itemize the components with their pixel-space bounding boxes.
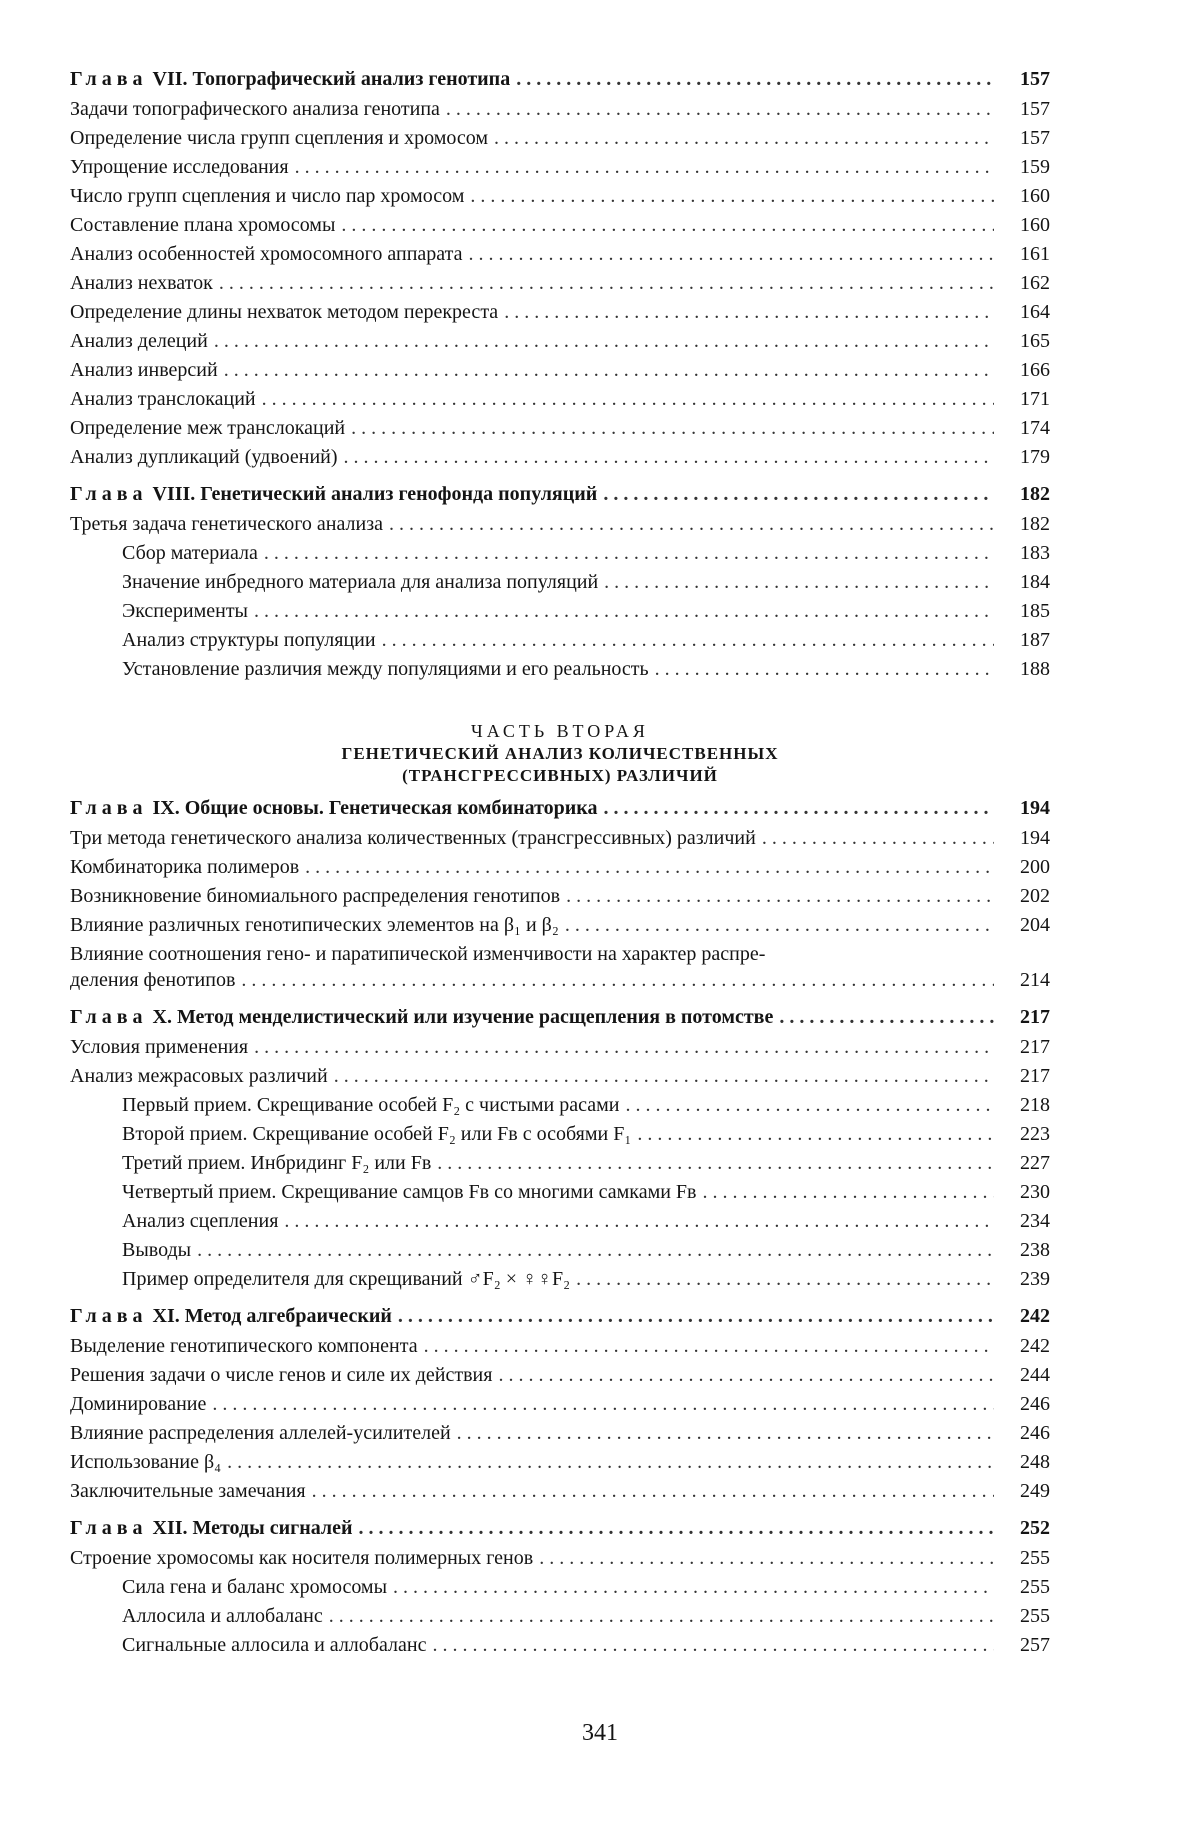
part-subtitle-line2: (ТРАНСГРЕССИВНЫХ) РАЗЛИЧИЙ xyxy=(402,766,718,785)
dot-leader xyxy=(516,66,994,92)
toc-entry: Заключительные замечания . . . 249 xyxy=(70,1478,1050,1507)
toc-entry: Доминирование . . . 246 xyxy=(70,1391,1050,1420)
part-title: ЧАСТЬ ВТОРАЯ xyxy=(471,721,649,741)
chapter-title: XII. Методы сигналей xyxy=(152,1517,353,1539)
toc-entry: Третья задача генетического анализа . . . 182 xyxy=(70,511,1050,540)
toc-subentry: Анализ сцепления . . . 234 xyxy=(70,1208,1050,1237)
chapter-word: Глава xyxy=(70,1517,148,1539)
dot-leader xyxy=(603,481,994,507)
toc-entry-wrapped-line2: деления фенотипов . . . 214 xyxy=(70,967,1050,996)
toc-entry: Анализ особенностей хромосомного аппарата . . . 161 xyxy=(70,241,1050,270)
toc-subentry: Пример определителя для скрещиваний ♂F₂ × ♀♀F₂ . . . 239 xyxy=(70,1266,1050,1295)
toc-entry: Возникновение биномиального распределения генотипов . . . 202 xyxy=(70,883,1050,912)
toc-entry: Задачи топографического анализа генотипа . . . 157 xyxy=(70,96,1050,125)
page-number: 194 xyxy=(1020,797,1050,819)
chapter-title: X. Метод менделистический или изучение расщепления в потомстве xyxy=(152,1006,774,1028)
toc-subentry: Значение инбредного материала для анализа популяций . . . 184 xyxy=(70,569,1050,598)
chapter-title: XI. Метод алгебраический xyxy=(152,1305,392,1327)
toc-entry: Анализ транслокаций . . . 171 xyxy=(70,386,1050,415)
chapter-heading xyxy=(70,795,1050,825)
chapter-title: VII. Топографический анализ генотипа xyxy=(152,68,511,90)
toc-entry: Анализ нехваток . . . 162 xyxy=(70,270,1050,299)
toc-entry-wrapped-line1: Влияние соотношения гено- и паратипической изменчивости на характер распре- xyxy=(70,943,766,965)
toc-subentry: Четвертый прием. Скрещивание самцов Fв со многими самками Fв . . . 230 xyxy=(70,1179,1050,1208)
toc-subentry: Сила гена и баланс хромосомы . . . 255 xyxy=(70,1574,1050,1603)
toc-subentry: Аллосила и аллобаланс . . . 255 xyxy=(70,1603,1050,1632)
chapter-heading xyxy=(70,66,1050,96)
chapter-word: Глава xyxy=(70,483,148,505)
toc-subentry: Сигнальные аллосила и аллобаланс . . . 257 xyxy=(70,1632,1050,1661)
toc-entry: Использование β₄ . . . 248 xyxy=(70,1449,1050,1478)
toc-subentry: Сбор материала . . . 183 xyxy=(70,540,1050,569)
chapter-title: VIII. Генетический анализ генофонда популяций xyxy=(152,483,598,505)
toc-entry: Анализ делеций . . . 165 xyxy=(70,328,1050,357)
dot-leader xyxy=(398,1303,994,1329)
toc-subentry: Третий прием. Инбридинг F₂ или Fв . . . 227 xyxy=(70,1150,1050,1179)
toc-subentry: Анализ структуры популяции . . . 187 xyxy=(70,627,1050,656)
toc-entry: Определение числа групп сцепления и хромосом . . . 157 xyxy=(70,125,1050,154)
toc-entry: Анализ межрасовых различий . . . 217 xyxy=(70,1063,1050,1092)
toc-subentry: Эксперименты . . . 185 xyxy=(70,598,1050,627)
toc-entry: Три метода генетического анализа количественных (трансгрессивных) различий . . . 194 xyxy=(70,825,1050,854)
page-number: 252 xyxy=(1020,1517,1050,1539)
chapter-word: Глава xyxy=(70,1006,148,1028)
toc-entry: Число групп сцепления и число пар хромосом . . . 160 xyxy=(70,183,1050,212)
dot-leader xyxy=(604,795,995,821)
toc-entry: Влияние распределения аллелей-усилителей . . . 246 xyxy=(70,1420,1050,1449)
toc-subentry: Первый прием. Скрещивание особей F₂ с чистыми расами . . . 218 xyxy=(70,1092,1050,1121)
toc-subentry: Выводы . . . 238 xyxy=(70,1237,1050,1266)
part-subtitle-line1: ГЕНЕТИЧЕСКИЙ АНАЛИЗ КОЛИЧЕСТВЕННЫХ xyxy=(341,744,779,763)
chapter-word: Глава xyxy=(70,797,148,819)
chapter-heading xyxy=(70,1515,1050,1545)
toc-entry: Анализ дупликаций (удвоений) . . . 179 xyxy=(70,444,1050,473)
toc-entry: Определение длины нехваток методом перекреста . . . 164 xyxy=(70,299,1050,328)
part-heading xyxy=(70,719,1050,787)
chapter-word: Глава xyxy=(70,1305,148,1327)
page-number: 157 xyxy=(1020,68,1050,90)
dot-leader xyxy=(359,1515,994,1541)
toc-entry: Анализ инверсий . . . 166 xyxy=(70,357,1050,386)
toc-entry: Влияние различных генотипических элементов на β₁ и β₂ . . . 204 xyxy=(70,912,1050,941)
toc-entry: Строение хромосомы как носителя полимерных генов . . . 255 xyxy=(70,1545,1050,1574)
toc-subentry: Второй прием. Скрещивание особей F₂ или Fв с особями F₁ . . . 223 xyxy=(70,1121,1050,1150)
chapter-heading xyxy=(70,1303,1050,1333)
dot-leader xyxy=(779,1004,994,1030)
table-of-contents xyxy=(70,58,1050,1661)
toc-entry: Решения задачи о числе генов и силе их действия . . . 244 xyxy=(70,1362,1050,1391)
chapter-heading xyxy=(70,481,1050,511)
page-number: 217 xyxy=(1020,1006,1050,1028)
toc-subentry: Установление различия между популяциями и его реальность . . . 188 xyxy=(70,656,1050,685)
toc-entry: Определение меж транслокаций . . . 174 xyxy=(70,415,1050,444)
page-number: 242 xyxy=(1020,1305,1050,1327)
chapter-word: Глава xyxy=(70,68,148,90)
toc-entry: Выделение генотипического компонента . . . 242 xyxy=(70,1333,1050,1362)
page-folio-number: 341 xyxy=(582,1720,618,1746)
toc-entry: Упрощение исследования . . . 159 xyxy=(70,154,1050,183)
chapter-title: IX. Общие основы. Генетическая комбинаторика xyxy=(152,797,598,819)
page-number: 182 xyxy=(1020,483,1050,505)
toc-entry: Составление плана хромосомы . . . 160 xyxy=(70,212,1050,241)
toc-entry: Комбинаторика полимеров . . . 200 xyxy=(70,854,1050,883)
chapter-heading xyxy=(70,1004,1050,1034)
toc-entry: Условия применения . . . 217 xyxy=(70,1034,1050,1063)
